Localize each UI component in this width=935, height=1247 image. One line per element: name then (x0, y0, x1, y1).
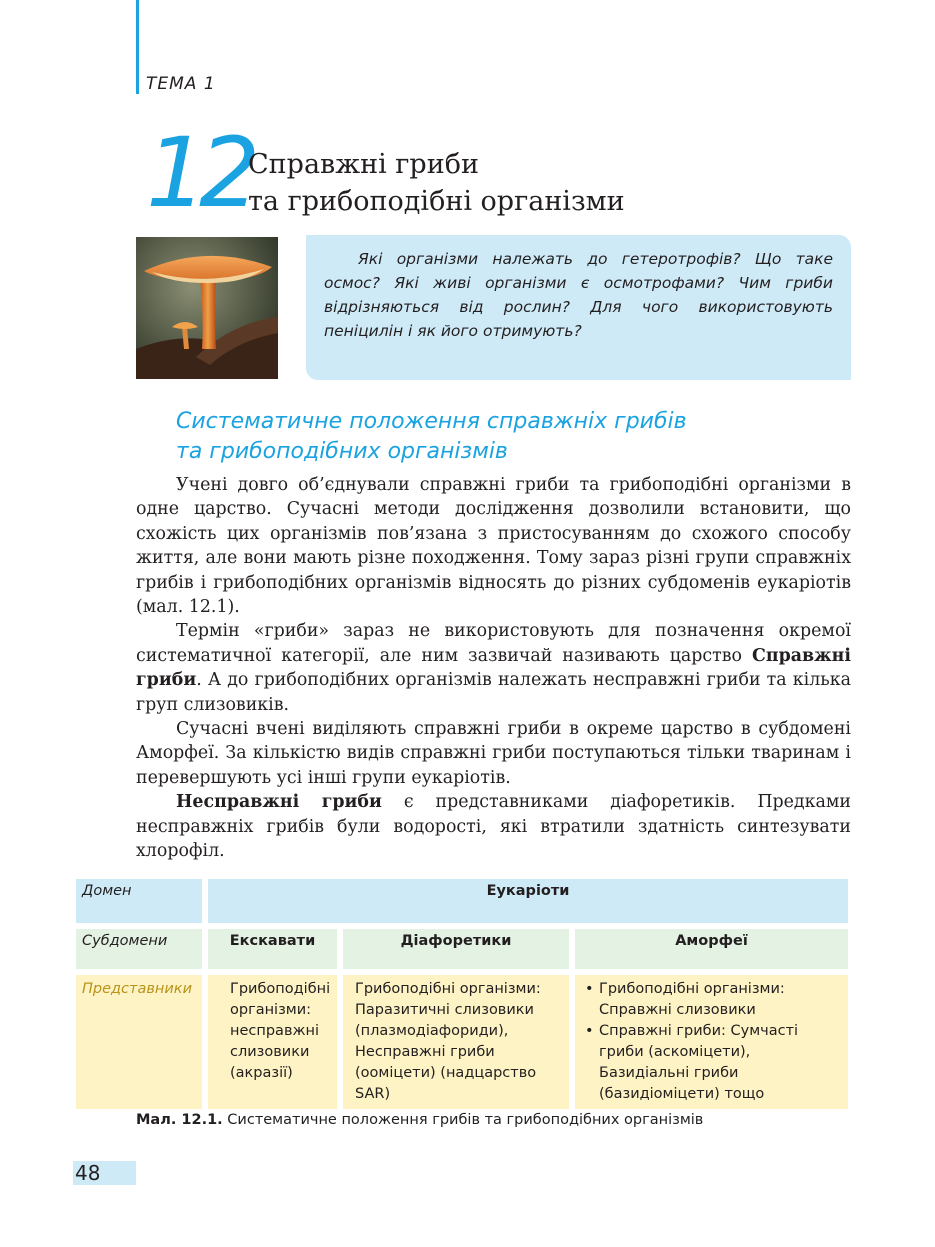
lesson-title-line-1: Справжні гриби (248, 149, 479, 180)
amorphea-list-item: • Справжні гриби: Сумчасті гриби (аскоміцети), Базидіальні гриби (базидіоміцети) тощо (585, 1021, 842, 1105)
figure-caption-text: Систематичне положення грибів та грибоподібних організмів (222, 1112, 704, 1128)
section-heading (176, 407, 856, 467)
table-row-representatives (73, 972, 851, 1112)
lesson-number: 12 (146, 117, 253, 229)
body-text (136, 473, 851, 864)
paragraph-3: Сучасні вчені виділяють справжні гриби в окреме царство в субдомені Аморфеї. За кількістю видів справжні гриби поступаються тільки тваринам і перевершують усі інші групи еукаріотів. (136, 719, 851, 788)
table-row-subdomains (73, 926, 851, 972)
systematics-table (73, 876, 851, 1112)
representatives-diaphoretickes: Грибоподібні організми: Паразитичні слизовики (плазмодіафориди), Несправжні гриби (ооміцети) (надцарство SAR) (340, 972, 572, 1112)
paragraph-4 (136, 790, 851, 863)
row-label-representatives: Представники (73, 972, 205, 1112)
amorphea-list (585, 979, 842, 1105)
mushroom-photo (136, 237, 278, 379)
table-row-domain (73, 876, 851, 926)
term-true-fungi: Справжні гриби (136, 645, 851, 691)
page-number: 48 (73, 1161, 136, 1185)
subdomain-amorphea: Аморфеї (572, 926, 851, 972)
paragraph-2-end: . А до грибоподібних організмів належать несправжні гриби та кілька груп слизовиків. (136, 670, 851, 715)
paragraph-2-start: Термін «гриби» зараз не використовують для позначення окремої систематичної категорії, але ним зазвичай називають царство (136, 621, 851, 666)
row-label-subdomains: Субдомени (73, 926, 205, 972)
lesson-title (248, 146, 625, 220)
figure-caption (136, 1112, 703, 1128)
paragraph-1: Учені довго об’єднували справжні гриби та грибоподібні організми в одне царство. Сучасні методи дослідження дозволили встановити, що схожість цих організмів пов’язана з пристосуванням до схожого способу життя, але вони мають різне походження. Тому зараз різні групи справжніх грибів і грибоподібних організмів відносять до різних субдоменів еукаріотів (мал. 12.1). (136, 475, 851, 618)
section-heading-line-2: та грибоподібних організмів (176, 439, 508, 464)
subdomain-excavata: Екскавати (205, 926, 340, 972)
row-label-domain: Домен (73, 876, 205, 926)
representatives-amorphea (572, 972, 851, 1112)
paragraph-4-end: є представниками діафоретиків. Предками несправжніх грибів були водорості, які втратили здатність синтезувати хлорофіл. (136, 792, 851, 862)
intro-questions-box (306, 235, 851, 380)
topic-label: ТЕМА 1 (146, 74, 216, 94)
lesson-title-line-2: та грибоподібні організми (248, 186, 625, 217)
domain-eukaryotes: Еукаріоти (205, 876, 851, 926)
term-false-fungi: Несправжні гриби (176, 792, 382, 813)
figure-caption-label: Мал. 12.1. (136, 1112, 223, 1128)
topic-accent-bar (136, 0, 139, 94)
subdomain-diaphoretickes: Діафоретики (340, 926, 572, 972)
section-heading-line-1: Систематичне положення справжніх грибів (176, 409, 687, 434)
intro-questions-text: Які організми належать до гетеротрофів? Що таке осмос? Які живі організми є осмотрофами? Чим гриби відрізняються від рослин? Для чого використовують пеніцилін і як його отримують? (324, 250, 833, 340)
paragraph-2 (136, 619, 851, 717)
amorphea-list-item: • Грибоподібні організми: Справжні слизовики (585, 979, 842, 1021)
representatives-excavata: Грибоподібні організми: несправжні слизовики (акразії) (205, 972, 340, 1112)
